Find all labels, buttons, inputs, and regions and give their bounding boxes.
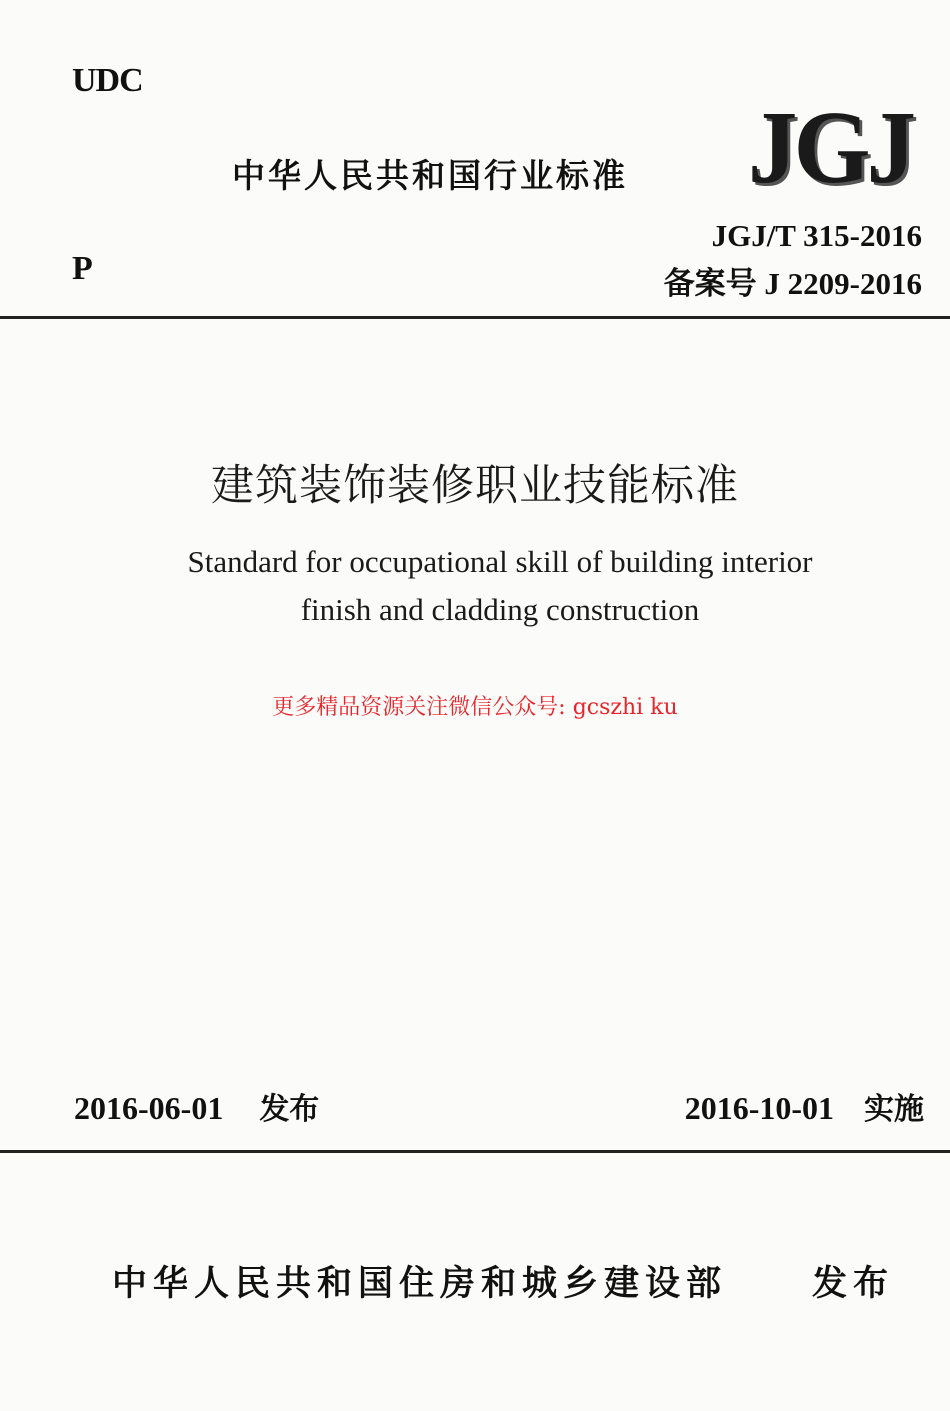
udc-label: UDC: [72, 62, 143, 99]
implementation-date: 2016-10-01: [684, 1090, 834, 1126]
issue-label: 发布: [259, 1092, 320, 1127]
publisher-name: 中华人民共和国住房和城乡建设部: [112, 1264, 728, 1304]
title-english-line1: Standard for occupational skill of building interior: [187, 544, 813, 579]
category-label: P: [72, 250, 93, 287]
industry-standard-title: 中华人民共和国行业标准: [232, 156, 628, 195]
implementation-date-block: [685, 1084, 924, 1128]
filing-number: 备案号 J 2209-2016: [663, 266, 922, 301]
implementation-label: 实施: [864, 1092, 924, 1127]
issue-date-block: [74, 1084, 319, 1128]
standard-code: JGJ/T 315-2016: [711, 218, 922, 253]
jgj-logo: JGJ: [748, 90, 913, 205]
watermark-text: 更多精品资源关注微信公众号: gcszhi ku: [272, 695, 678, 720]
publish-label: 发布: [812, 1264, 895, 1304]
title-english-line2: finish and cladding construction: [300, 592, 700, 627]
top-divider: [0, 316, 950, 319]
issue-date: 2016-06-01: [74, 1090, 224, 1126]
bottom-divider: [0, 1150, 950, 1153]
title-chinese: 建筑装饰装修职业技能标准: [211, 461, 739, 511]
title-english: [0, 538, 950, 634]
